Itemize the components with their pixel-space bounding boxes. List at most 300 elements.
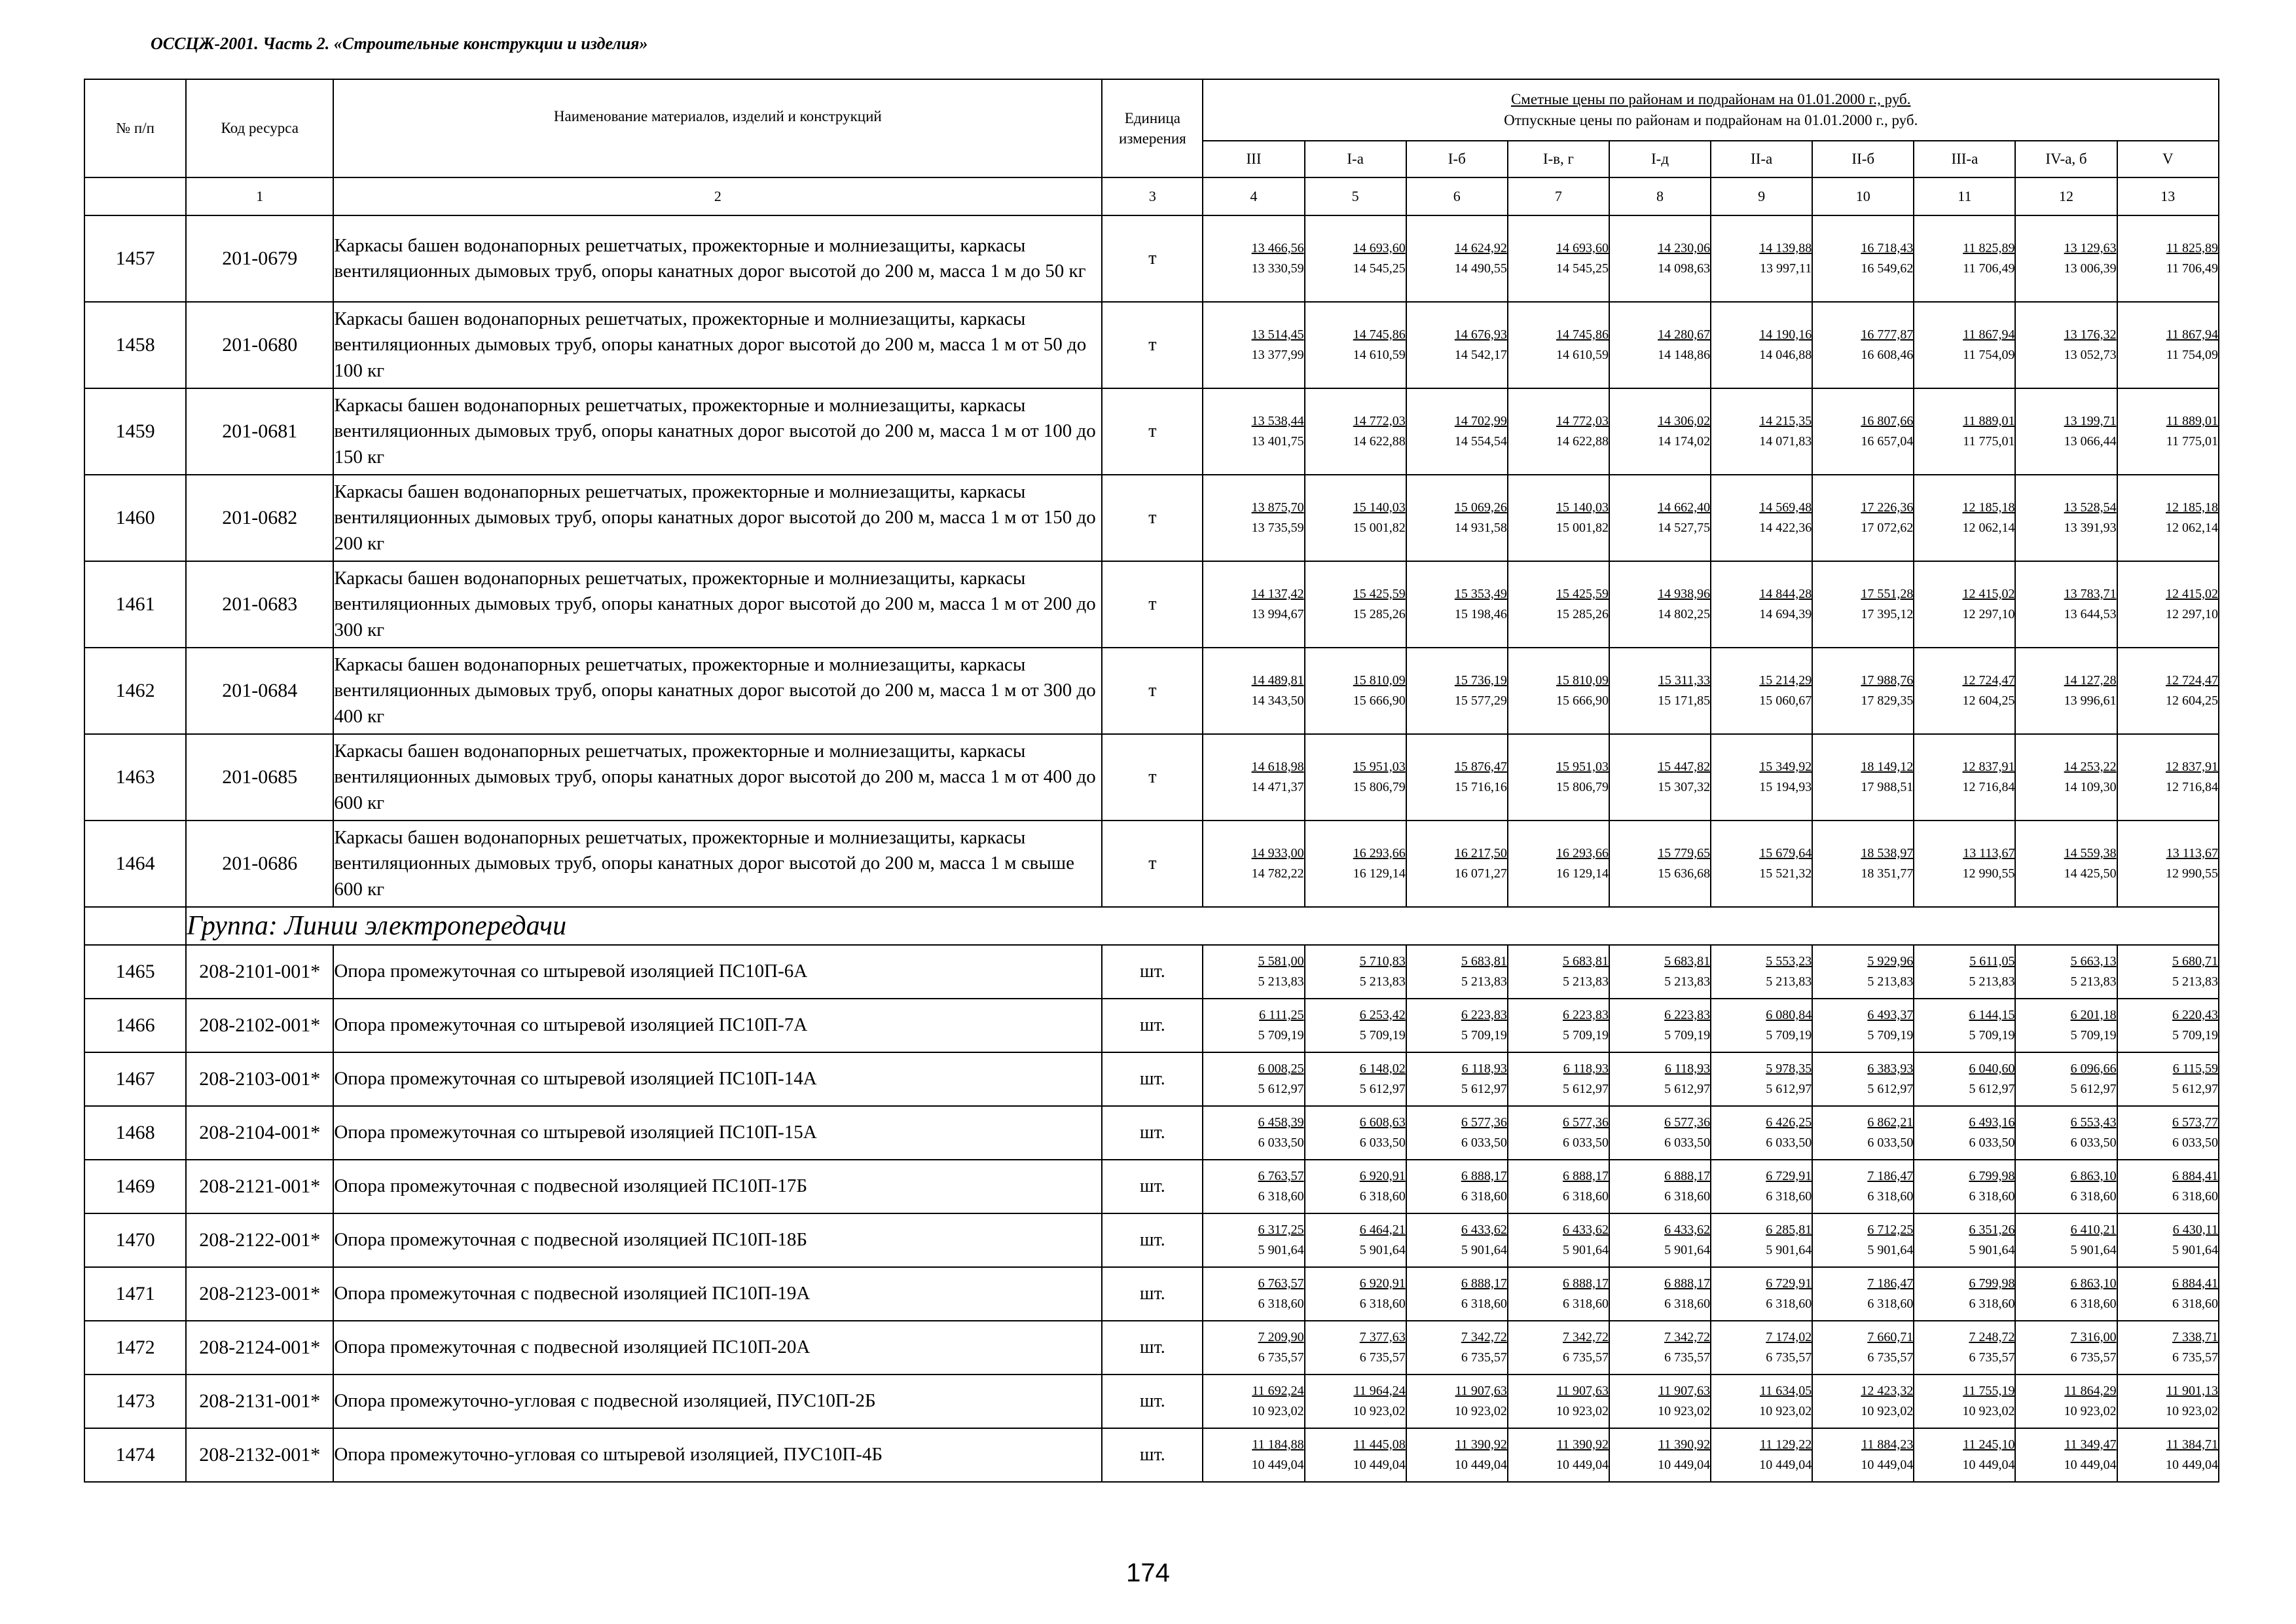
price-cell <box>1406 1052 1508 1106</box>
estimated-price: 5 978,35 <box>1766 1061 1812 1076</box>
release-price: 5 213,83 <box>1258 974 1304 989</box>
column-number: 6 <box>1406 177 1508 215</box>
estimated-price: 6 493,16 <box>1969 1115 2015 1130</box>
release-price: 5 612,97 <box>1664 1082 1711 1096</box>
price-cell <box>1508 821 1609 907</box>
release-price: 14 542,17 <box>1454 348 1507 362</box>
price-cell <box>1305 1213 1406 1267</box>
price-cell <box>2117 1321 2219 1375</box>
release-price: 14 071,83 <box>1759 434 1812 449</box>
release-price: 10 449,04 <box>1861 1458 1914 1472</box>
release-price: 14 622,88 <box>1556 434 1609 449</box>
release-price: 16 608,46 <box>1861 348 1914 362</box>
release-price: 11 754,09 <box>2166 348 2218 362</box>
estimated-price: 6 863,10 <box>2070 1169 2117 1183</box>
release-price: 10 449,04 <box>1658 1458 1711 1472</box>
estimated-price: 6 118,93 <box>1664 1061 1711 1076</box>
unit-of-measure: шт. <box>1102 1160 1203 1213</box>
estimated-price: 12 415,02 <box>1962 587 2015 601</box>
price-cell <box>1508 1213 1609 1267</box>
price-cell <box>1711 945 1812 999</box>
item-name: Опора промежуточная со штыревой изоляцией ПС10П-14А <box>333 1052 1102 1106</box>
price-cell <box>1711 561 1812 648</box>
release-price: 5 612,97 <box>1766 1082 1812 1096</box>
release-price: 10 923,02 <box>2166 1404 2218 1418</box>
price-cell <box>1609 945 1711 999</box>
price-cell <box>2117 648 2219 734</box>
estimated-price: 6 080,84 <box>1766 1008 1812 1022</box>
estimated-price: 11 390,92 <box>1556 1437 1609 1452</box>
estimated-price: 14 844,28 <box>1759 587 1812 601</box>
price-cell <box>1914 1160 2015 1213</box>
price-cell <box>1508 561 1609 648</box>
release-price: 14 802,25 <box>1658 607 1711 621</box>
row-number: 1468 <box>84 1106 186 1160</box>
estimated-price: 11 964,24 <box>1353 1384 1406 1398</box>
estimated-price: 6 410,21 <box>2070 1223 2117 1237</box>
estimated-price: 7 338,71 <box>2172 1330 2218 1344</box>
column-number: 9 <box>1711 177 1812 215</box>
release-price: 17 072,62 <box>1861 521 1914 535</box>
price-cell <box>2015 388 2117 475</box>
price-cell <box>1305 821 1406 907</box>
estimated-price: 6 888,17 <box>1664 1169 1711 1183</box>
release-price: 15 001,82 <box>1353 521 1406 535</box>
price-cell <box>1609 1052 1711 1106</box>
release-price: 6 318,60 <box>1867 1297 1914 1311</box>
estimated-price: 16 777,87 <box>1861 327 1914 342</box>
price-cell <box>1305 1375 1406 1428</box>
estimated-price: 11 184,88 <box>1252 1437 1304 1452</box>
price-cell <box>2015 215 2117 302</box>
row-number: 1470 <box>84 1213 186 1267</box>
estimated-price: 15 214,29 <box>1759 673 1812 688</box>
estimated-price: 7 174,02 <box>1766 1330 1812 1344</box>
price-cell <box>1812 1213 1914 1267</box>
estimated-price: 6 888,17 <box>1461 1169 1507 1183</box>
release-price: 5 709,19 <box>1969 1028 2015 1043</box>
price-cell <box>1609 215 1711 302</box>
estimated-price: 15 447,82 <box>1658 760 1711 774</box>
price-cell <box>1203 734 1304 821</box>
price-cell <box>1305 999 1406 1052</box>
estimated-price: 6 577,36 <box>1461 1115 1507 1130</box>
price-cell <box>1609 475 1711 561</box>
estimated-price: 6 008,25 <box>1258 1061 1304 1076</box>
estimated-price: 6 729,91 <box>1766 1169 1812 1183</box>
item-name: Каркасы башен водонапорных решетчатых, прожекторные и молниезащиты, каркасы вентиляционных дымовых труб, опоры канатных дорог высотой до 200 м, масса 1 м от 400 до 600 кг <box>333 734 1102 821</box>
item-name: Опора промежуточная со штыревой изоляцией ПС10П-15А <box>333 1106 1102 1160</box>
estimated-price: 12 724,47 <box>2166 673 2218 688</box>
estimated-price: 7 342,72 <box>1562 1330 1609 1344</box>
release-price: 5 213,83 <box>1766 974 1812 989</box>
estimated-price: 5 611,05 <box>1969 954 2015 969</box>
price-cell <box>1711 648 1812 734</box>
release-price: 6 033,50 <box>1359 1135 1406 1150</box>
release-price: 10 923,02 <box>1658 1404 1711 1418</box>
resource-code: 201-0684 <box>186 648 333 734</box>
release-price: 16 657,04 <box>1861 434 1914 449</box>
estimated-price: 6 573,77 <box>2172 1115 2218 1130</box>
estimated-price: 7 316,00 <box>2070 1330 2117 1344</box>
price-cell <box>1812 1321 1914 1375</box>
release-price: 13 330,59 <box>1251 261 1304 276</box>
resource-code: 208-2131-001* <box>186 1375 333 1428</box>
table-row <box>84 1213 2219 1267</box>
estimated-price: 6 884,41 <box>2172 1169 2218 1183</box>
estimated-price: 14 569,48 <box>1759 500 1812 515</box>
header-price-release: Отпускные цены по районам и подрайонам на 01.01.2000 г., руб. <box>1504 112 1918 128</box>
price-cell <box>1812 945 1914 999</box>
price-cell <box>1609 734 1711 821</box>
estimated-price: 12 837,91 <box>2166 760 2218 774</box>
estimated-price: 18 538,97 <box>1861 846 1914 860</box>
price-cell <box>1406 1160 1508 1213</box>
estimated-price: 6 920,91 <box>1359 1169 1406 1183</box>
estimated-price: 14 139,88 <box>1759 241 1812 255</box>
release-price: 6 318,60 <box>1359 1297 1406 1311</box>
table-row <box>84 1160 2219 1213</box>
price-cell <box>2117 821 2219 907</box>
release-price: 5 709,19 <box>1461 1028 1507 1043</box>
table-row <box>84 475 2219 561</box>
column-number-empty <box>84 177 186 215</box>
price-cell <box>1609 302 1711 388</box>
estimated-price: 6 729,91 <box>1766 1276 1812 1291</box>
row-number: 1471 <box>84 1267 186 1321</box>
unit-of-measure: т <box>1102 561 1203 648</box>
header-region: IV-а, б <box>2015 141 2117 177</box>
price-cell <box>2015 1375 2117 1428</box>
price-cell <box>1914 475 2015 561</box>
row-number: 1466 <box>84 999 186 1052</box>
column-number: 12 <box>2015 177 2117 215</box>
release-price: 5 213,83 <box>1969 974 2015 989</box>
price-cell <box>1203 215 1304 302</box>
price-cell <box>1305 475 1406 561</box>
price-cell <box>1609 648 1711 734</box>
release-price: 6 318,60 <box>1664 1189 1711 1204</box>
estimated-price: 14 938,96 <box>1658 587 1711 601</box>
table-row <box>84 945 2219 999</box>
release-price: 13 735,59 <box>1251 521 1304 535</box>
price-cell <box>1914 734 2015 821</box>
price-cell <box>1711 302 1812 388</box>
price-cell <box>1406 388 1508 475</box>
estimated-price: 11 907,63 <box>1455 1384 1507 1398</box>
estimated-price: 13 176,32 <box>2064 327 2117 342</box>
column-number: 3 <box>1102 177 1203 215</box>
release-price: 5 213,83 <box>1359 974 1406 989</box>
header-no: № п/п <box>84 79 186 177</box>
table-row <box>84 1267 2219 1321</box>
price-cell <box>1812 1375 1914 1428</box>
price-cell <box>1914 388 2015 475</box>
estimated-price: 11 867,94 <box>1963 327 2015 342</box>
price-cell <box>1508 945 1609 999</box>
price-cell <box>2117 1160 2219 1213</box>
release-price: 13 994,67 <box>1251 607 1304 621</box>
estimated-price: 6 223,83 <box>1562 1008 1609 1022</box>
release-price: 6 318,60 <box>2070 1189 2117 1204</box>
estimated-price: 6 577,36 <box>1664 1115 1711 1130</box>
release-price: 14 610,59 <box>1353 348 1406 362</box>
price-cell <box>1305 1321 1406 1375</box>
estimated-price: 15 140,03 <box>1556 500 1609 515</box>
price-cell <box>1406 302 1508 388</box>
release-price: 5 213,83 <box>1867 974 1914 989</box>
release-price: 5 612,97 <box>1562 1082 1609 1096</box>
header-region: I-в, г <box>1508 141 1609 177</box>
estimated-price: 7 248,72 <box>1969 1330 2015 1344</box>
release-price: 10 923,02 <box>1353 1404 1406 1418</box>
price-cell <box>1508 999 1609 1052</box>
price-cell <box>1508 648 1609 734</box>
price-cell <box>1203 1160 1304 1213</box>
price-cell <box>2015 1052 2117 1106</box>
release-price: 6 735,57 <box>1562 1350 1609 1365</box>
price-cell <box>1609 999 1711 1052</box>
estimated-price: 14 676,93 <box>1454 327 1507 342</box>
estimated-price: 6 888,17 <box>1664 1276 1711 1291</box>
item-name: Каркасы башен водонапорных решетчатых, прожекторные и молниезащиты, каркасы вентиляционных дымовых труб, опоры канатных дорог высотой до 200 м, масса 1 м от 50 до 100 кг <box>333 302 1102 388</box>
estimated-price: 12 415,02 <box>2166 587 2218 601</box>
estimated-price: 14 137,42 <box>1251 587 1304 601</box>
price-cell <box>2117 388 2219 475</box>
row-number: 1462 <box>84 648 186 734</box>
release-price: 5 213,83 <box>2172 974 2218 989</box>
release-price: 12 604,25 <box>1962 693 2015 708</box>
price-cell <box>1711 215 1812 302</box>
estimated-price: 16 807,66 <box>1861 414 1914 428</box>
release-price: 14 554,54 <box>1454 434 1507 449</box>
release-price: 5 901,64 <box>1664 1243 1711 1257</box>
release-price: 6 033,50 <box>1867 1135 1914 1150</box>
release-price: 6 318,60 <box>2070 1297 2117 1311</box>
release-price: 15 806,79 <box>1556 780 1609 794</box>
row-number: 1461 <box>84 561 186 648</box>
estimated-price: 18 149,12 <box>1861 760 1914 774</box>
column-number: 1 <box>186 177 333 215</box>
price-cell <box>2015 734 2117 821</box>
release-price: 6 318,60 <box>1461 1189 1507 1204</box>
estimated-price: 6 863,10 <box>2070 1276 2117 1291</box>
estimated-price: 15 353,49 <box>1454 587 1507 601</box>
resource-code: 208-2102-001* <box>186 999 333 1052</box>
release-price: 12 062,14 <box>2166 521 2218 535</box>
price-cell <box>1305 561 1406 648</box>
price-cell <box>1203 648 1304 734</box>
row-number: 1465 <box>84 945 186 999</box>
price-cell <box>1609 1321 1711 1375</box>
estimated-price: 15 311,33 <box>1658 673 1711 688</box>
estimated-price: 6 433,62 <box>1461 1223 1507 1237</box>
estimated-price: 14 662,40 <box>1658 500 1711 515</box>
estimated-price: 15 951,03 <box>1353 760 1406 774</box>
estimated-price: 5 581,00 <box>1258 954 1304 969</box>
column-number: 5 <box>1305 177 1406 215</box>
estimated-price: 6 888,17 <box>1562 1276 1609 1291</box>
price-cell <box>1305 1106 1406 1160</box>
release-price: 6 735,57 <box>1664 1350 1711 1365</box>
price-cell <box>2117 302 2219 388</box>
price-cell <box>1812 999 1914 1052</box>
release-price: 10 923,02 <box>1759 1404 1812 1418</box>
price-cell <box>2015 1160 2117 1213</box>
header-region: II-б <box>1812 141 1914 177</box>
estimated-price: 6 383,93 <box>1867 1061 1914 1076</box>
header-region: V <box>2117 141 2219 177</box>
estimated-price: 5 683,81 <box>1461 954 1507 969</box>
price-cell <box>1203 1213 1304 1267</box>
release-price: 5 612,97 <box>2070 1082 2117 1096</box>
release-price: 10 449,04 <box>1759 1458 1812 1472</box>
release-price: 15 285,26 <box>1353 607 1406 621</box>
release-price: 16 549,62 <box>1861 261 1914 276</box>
price-cell <box>1305 302 1406 388</box>
price-cell <box>2117 945 2219 999</box>
price-cell <box>1609 561 1711 648</box>
resource-code: 208-2124-001* <box>186 1321 333 1375</box>
release-price: 5 709,19 <box>1664 1028 1711 1043</box>
release-price: 12 297,10 <box>2166 607 2218 621</box>
price-cell <box>1203 821 1304 907</box>
price-cell <box>1508 1375 1609 1428</box>
release-price: 12 716,84 <box>2166 780 2218 794</box>
release-price: 12 990,55 <box>1962 866 2015 881</box>
unit-of-measure: шт. <box>1102 1106 1203 1160</box>
estimated-price: 11 349,47 <box>2064 1437 2117 1452</box>
release-price: 5 213,83 <box>1461 974 1507 989</box>
estimated-price: 14 745,86 <box>1353 327 1406 342</box>
release-price: 13 006,39 <box>2064 261 2117 276</box>
resource-code: 201-0686 <box>186 821 333 907</box>
estimated-price: 6 888,17 <box>1562 1169 1609 1183</box>
header-code: Код ресурса <box>186 79 333 177</box>
estimated-price: 7 342,72 <box>1461 1330 1507 1344</box>
column-number: 7 <box>1508 177 1609 215</box>
estimated-price: 14 489,81 <box>1251 673 1304 688</box>
price-cell <box>1305 215 1406 302</box>
release-price: 5 901,64 <box>1969 1243 2015 1257</box>
unit-of-measure: т <box>1102 648 1203 734</box>
release-price: 5 612,97 <box>1258 1082 1304 1096</box>
table-row <box>84 734 2219 821</box>
release-price: 14 098,63 <box>1658 261 1711 276</box>
price-cell <box>1203 1052 1304 1106</box>
estimated-price: 14 280,67 <box>1658 327 1711 342</box>
price-cell <box>1711 1428 1812 1482</box>
price-cell <box>1203 1375 1304 1428</box>
price-cell <box>1711 1267 1812 1321</box>
estimated-price: 11 889,01 <box>1963 414 2015 428</box>
table-row <box>84 561 2219 648</box>
release-price: 15 666,90 <box>1556 693 1609 708</box>
estimated-price: 15 679,64 <box>1759 846 1812 860</box>
item-name: Опора промежуточная со штыревой изоляцией ПС10П-7А <box>333 999 1102 1052</box>
estimated-price: 13 514,45 <box>1251 327 1304 342</box>
price-cell <box>1508 215 1609 302</box>
estimated-price: 11 692,24 <box>1252 1384 1304 1398</box>
release-price: 6 318,60 <box>1969 1297 2015 1311</box>
table-row <box>84 302 2219 388</box>
price-cell <box>2117 1267 2219 1321</box>
estimated-price: 15 425,59 <box>1353 587 1406 601</box>
estimated-price: 6 799,98 <box>1969 1276 2015 1291</box>
price-cell <box>1609 1428 1711 1482</box>
item-name: Каркасы башен водонапорных решетчатых, прожекторные и молниезащиты, каркасы вентиляционных дымовых труб, опоры канатных дорог высотой до 200 м, масса 1 м от 300 до 400 кг <box>333 648 1102 734</box>
release-price: 6 318,60 <box>1867 1189 1914 1204</box>
release-price: 5 901,64 <box>1867 1243 1914 1257</box>
resource-code: 208-2122-001* <box>186 1213 333 1267</box>
release-price: 10 449,04 <box>2064 1458 2117 1472</box>
estimated-price: 15 810,09 <box>1556 673 1609 688</box>
estimated-price: 12 423,32 <box>1861 1384 1914 1398</box>
price-cell <box>1812 302 1914 388</box>
estimated-price: 14 693,60 <box>1353 241 1406 255</box>
item-name: Опора промежуточная со штыревой изоляцией ПС10П-6А <box>333 945 1102 999</box>
release-price: 13 377,99 <box>1251 348 1304 362</box>
release-price: 12 062,14 <box>1962 521 2015 535</box>
release-price: 10 923,02 <box>1251 1404 1304 1418</box>
row-number: 1460 <box>84 475 186 561</box>
price-cell <box>1406 1428 1508 1482</box>
release-price: 5 709,19 <box>2070 1028 2117 1043</box>
estimated-price: 6 884,41 <box>2172 1276 2218 1291</box>
price-cell <box>1508 475 1609 561</box>
release-price: 15 198,46 <box>1454 607 1507 621</box>
release-price: 11 754,09 <box>1963 348 2015 362</box>
row-number: 1458 <box>84 302 186 388</box>
price-cell <box>1812 475 1914 561</box>
price-cell <box>1305 388 1406 475</box>
release-price: 12 716,84 <box>1962 780 2015 794</box>
price-cell <box>2015 1267 2117 1321</box>
price-cell <box>2015 999 2117 1052</box>
release-price: 17 395,12 <box>1861 607 1914 621</box>
estimated-price: 5 663,13 <box>2070 954 2117 969</box>
price-cell <box>2117 475 2219 561</box>
release-price: 12 297,10 <box>1962 607 2015 621</box>
column-number: 8 <box>1609 177 1711 215</box>
estimated-price: 14 693,60 <box>1556 241 1609 255</box>
release-price: 6 318,60 <box>1461 1297 1507 1311</box>
row-number: 1474 <box>84 1428 186 1482</box>
release-price: 15 577,29 <box>1454 693 1507 708</box>
release-price: 6 318,60 <box>1562 1189 1609 1204</box>
release-price: 13 644,53 <box>2064 607 2117 621</box>
estimated-price: 6 118,93 <box>1563 1061 1609 1076</box>
price-cell <box>2117 999 2219 1052</box>
estimated-price: 17 226,36 <box>1861 500 1914 515</box>
estimated-price: 11 390,92 <box>1455 1437 1507 1452</box>
item-name: Опора промежуточная с подвесной изоляцией ПС10П-18Б <box>333 1213 1102 1267</box>
estimated-price: 14 702,99 <box>1454 414 1507 428</box>
estimated-price: 6 115,59 <box>2172 1061 2218 1076</box>
estimated-price: 6 118,93 <box>1461 1061 1507 1076</box>
resource-code: 208-2123-001* <box>186 1267 333 1321</box>
estimated-price: 14 306,02 <box>1658 414 1711 428</box>
price-cell <box>2015 1213 2117 1267</box>
release-price: 10 923,02 <box>2064 1404 2117 1418</box>
release-price: 17 829,35 <box>1861 693 1914 708</box>
release-price: 6 033,50 <box>1664 1135 1711 1150</box>
resource-code: 208-2132-001* <box>186 1428 333 1482</box>
release-price: 5 901,64 <box>2172 1243 2218 1257</box>
estimated-price: 15 425,59 <box>1556 587 1609 601</box>
estimated-price: 6 426,25 <box>1766 1115 1812 1130</box>
price-cell <box>1203 1267 1304 1321</box>
